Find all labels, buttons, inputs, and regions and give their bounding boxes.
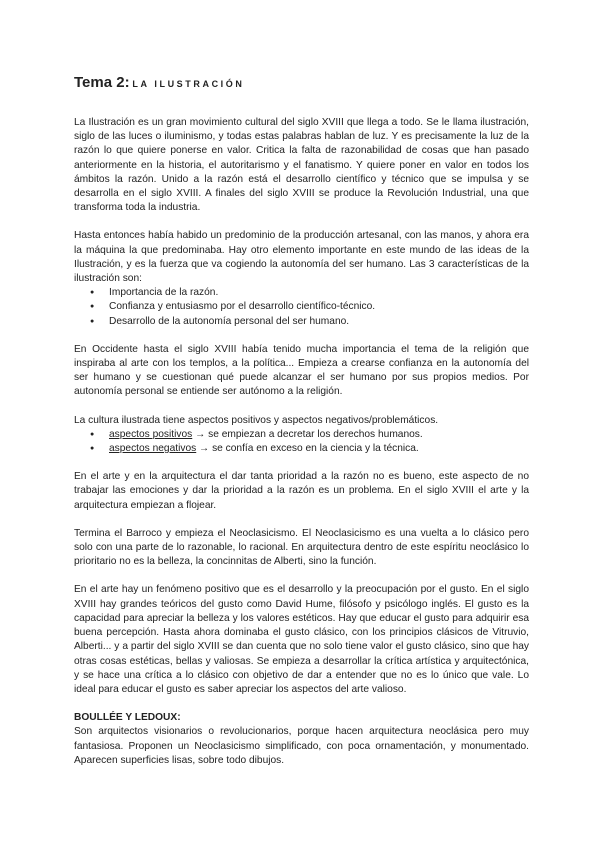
paragraph-boullee-ledoux: Son arquitectos visionarios o revolucionarios, porque hacen arquitectura neoclásica pero muy fantasiosa. Proponen un Neoclasicismo simplificado, con poca ornamentación, y monumentado. Aparecen superficies lisas, sobre todo dibujos. bbox=[74, 726, 529, 766]
paragraph-occidente: En Occidente hasta el siglo XVIII había tenido mucha importancia el tema de la religión que inspiraba al arte con los templos, a la política... Empieza a crearse confianza en la autonomía del ser humano y se cuestionan qué puede alcanzar el ser humano por sus propios medios. Por autonomía personal se entiende ser autónomo a la religión. bbox=[74, 343, 529, 398]
list-item: ● Importancia de la razón. bbox=[109, 286, 529, 300]
aspect-term: aspectos positivos bbox=[109, 428, 193, 440]
list-item bbox=[109, 428, 529, 442]
paragraph-artesanal: Hasta entonces había habido un predominio de la producción artesanal, con las manos, y ahora era la máquina la que predominaba. Hay otro elemento importante en este mundo de las ideas de la Ilustración, y es la fuerza que va cogiendo la autonomía del ser humano. Las 3 características de la ilustración son: bbox=[74, 230, 529, 285]
aspects-list bbox=[74, 428, 529, 456]
aspect-text: → se empiezan a decretar los derechos humanos. bbox=[192, 428, 423, 440]
characteristics-list bbox=[74, 286, 529, 329]
aspect-term: aspectos negativos bbox=[109, 443, 197, 455]
list-item: ● Confianza y entusiasmo por el desarrollo científico-técnico. bbox=[109, 300, 529, 314]
paragraph-cultura: La cultura ilustrada tiene aspectos positivos y aspectos negativos/problemáticos. bbox=[74, 414, 439, 426]
paragraph-intro: La Ilustración es un gran movimiento cultural del siglo XVIII que llega a todo. Se le llama ilustración, siglo de las luces o iluminismo, y todas estas palabras hablan de luz. Y es precisamente la luz de la razón lo que quiere ponerse en valor. Critica la falta de razonabilidad de cosas que han pasado anteriormente en la historia, el autoritarismo y el fanatismo. Y quiere poner en valor en todos los ámbitos la razón. Unido a la razón está el desarrollo científico y técnico que se impulsa y se desarrolla en el siglo XVIII. A finales del siglo XVIII se produce la Revolución Industrial, una que transforma toda la industria. bbox=[74, 117, 529, 214]
paragraph-neoclasicismo: Termina el Barroco y empieza el Neoclasicismo. El Neoclasicismo es una vuelta a lo clásico pero solo con una parte de lo razonable, lo racional. En arquitectura dentro de este espíritu neoclásico lo prioritario no es la belleza, la concinnitas de Alberti, sino la función. bbox=[74, 527, 529, 568]
section-heading: BOULLÉE Y LEDOUX: bbox=[74, 712, 181, 724]
paragraph-gusto: En el arte hay un fenómeno positivo que es el desarrollo y la preocupación por el gusto. En el siglo XVIII hay grandes teóricos del gusto como David Hume, filósofo y psicólogo inglés. El gusto es la capacidad para apreciar la belleza y los valores estéticos. Hay que educar el gusto para adquirir esa buena percepción. Hasta ahora dominaba el gusto clásico, con los principios clásicos de Vitruvio, Alberti... y a partir del siglo XVIII se dan cuenta que no solo tiene valor el gusto clásico, sino que hay otras cosas estéticas, bellas y valiosas. Se empieza a desarrollar la crítica artística y arquitectónica, y se hace una crítica a lo clásico con objetivo de dar a entender que no es lo único que vale. Lo ideal para educar el gusto es saber apreciar los aspectos del arte valioso. bbox=[74, 584, 529, 695]
aspect-text: → se confía en exceso en la ciencia y la técnica. bbox=[196, 443, 419, 455]
title-name: LA ILUSTRACIÓN bbox=[132, 79, 245, 89]
list-item bbox=[109, 442, 529, 456]
document-page bbox=[74, 74, 529, 768]
title-number: Tema 2: bbox=[74, 74, 130, 91]
list-item: ● Desarrollo de la autonomía personal del ser humano. bbox=[109, 315, 529, 329]
paragraph-arte-arquitectura: En el arte y en la arquitectura el dar tanta prioridad a la razón no es bueno, este aspecto de no trabajar las emociones y dar la prioridad a la razón es un problema. En el siglo XVIII el arte y la arquitectura empiezan a flojear. bbox=[74, 471, 529, 511]
page-title bbox=[74, 74, 529, 94]
